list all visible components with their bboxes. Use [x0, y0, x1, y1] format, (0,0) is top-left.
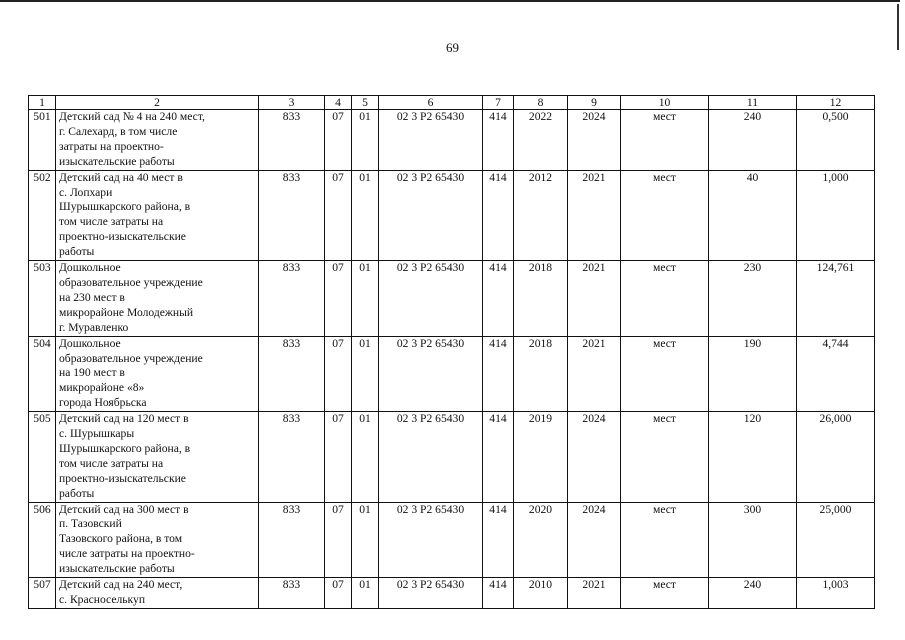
cell-col-5: 01: [352, 336, 379, 412]
object-name-line: работы: [59, 245, 95, 259]
column-header: 10: [621, 96, 709, 110]
object-name-line: Тазовского района, в том: [59, 532, 183, 546]
cell-col-5: 01: [352, 110, 379, 171]
table-row: [29, 110, 875, 171]
object-name-line: Дошкольное: [59, 336, 121, 350]
table-row: [29, 336, 875, 412]
cell-col-7: 414: [483, 578, 514, 609]
cell-col-3: 833: [259, 412, 325, 502]
cell-col-9: 2024: [568, 110, 621, 171]
cell-col-3: 833: [259, 578, 325, 609]
row-number: 507: [29, 578, 56, 609]
cell-col-10: мест: [621, 412, 709, 502]
cell-col-11: 240: [709, 110, 797, 171]
cell-col-8: 2012: [514, 170, 568, 260]
cell-col-6: 02 3 Р2 65430: [379, 502, 483, 578]
table-row: [29, 502, 875, 578]
cell-col-8: 2019: [514, 412, 568, 502]
column-header: 11: [709, 96, 797, 110]
cell-col-4: 07: [325, 336, 352, 412]
column-header: 6: [379, 96, 483, 110]
object-name: [56, 502, 259, 578]
cell-col-7: 414: [483, 170, 514, 260]
cell-col-4: 07: [325, 261, 352, 337]
cell-col-5: 01: [352, 502, 379, 578]
cell-col-12: 26,000: [797, 412, 875, 502]
cell-col-6: 02 3 Р2 65430: [379, 412, 483, 502]
cell-col-8: 2020: [514, 502, 568, 578]
object-name: [56, 336, 259, 412]
object-name-line: микрорайоне «8»: [59, 381, 145, 395]
table-row: [29, 412, 875, 502]
object-name-line: города Ноябрьска: [59, 396, 147, 410]
cell-col-12: 1,000: [797, 170, 875, 260]
object-name-line: Детский сад на 240 мест,: [59, 578, 183, 592]
object-name-line: с. Красноселькуп: [59, 593, 146, 606]
cell-col-3: 833: [259, 261, 325, 337]
cell-col-7: 414: [483, 336, 514, 412]
cell-col-10: мест: [621, 170, 709, 260]
column-header: 4: [325, 96, 352, 110]
cell-col-3: 833: [259, 110, 325, 171]
cell-col-6: 02 3 Р2 65430: [379, 336, 483, 412]
object-name-line: с. Шурышкары: [59, 427, 135, 441]
cell-col-12: 4,744: [797, 336, 875, 412]
table-row: [29, 170, 875, 260]
cell-col-4: 07: [325, 110, 352, 171]
column-header: 1: [29, 96, 56, 110]
cell-col-8: 2018: [514, 336, 568, 412]
cell-col-12: 0,500: [797, 110, 875, 171]
cell-col-11: 120: [709, 412, 797, 502]
column-header: 3: [259, 96, 325, 110]
object-name: [56, 110, 259, 171]
cell-col-7: 414: [483, 502, 514, 578]
cell-col-10: мест: [621, 261, 709, 337]
row-number: 505: [29, 412, 56, 502]
object-name-line: Детский сад на 300 мест в: [59, 502, 189, 516]
object-name-line: Дошкольное: [59, 261, 121, 275]
cell-col-7: 414: [483, 110, 514, 171]
object-name-line: том числе затраты на: [59, 456, 164, 470]
cell-col-5: 01: [352, 170, 379, 260]
object-name-line: на 230 мест в: [59, 290, 125, 304]
object-name: [56, 578, 259, 609]
object-name-line: микрорайоне Молодежный: [59, 305, 194, 319]
row-number: 502: [29, 170, 56, 260]
row-number: 503: [29, 261, 56, 337]
cell-col-10: мест: [621, 578, 709, 609]
table-row: [29, 578, 875, 609]
cell-col-12: 124,761: [797, 261, 875, 337]
object-name: [56, 261, 259, 337]
cell-col-9: 2021: [568, 336, 621, 412]
object-name-line: п. Тазовский: [59, 517, 122, 531]
cell-col-9: 2021: [568, 261, 621, 337]
object-name-line: Шурышкарского района, в: [59, 200, 191, 214]
object-name-line: том числе затраты на: [59, 215, 164, 229]
row-number: 501: [29, 110, 56, 171]
cell-col-4: 07: [325, 578, 352, 609]
cell-col-8: 2022: [514, 110, 568, 171]
object-name-line: г. Муравленко: [59, 320, 129, 334]
cell-col-12: 25,000: [797, 502, 875, 578]
budget-table: [28, 95, 875, 609]
column-header: 2: [56, 96, 259, 110]
cell-col-5: 01: [352, 412, 379, 502]
column-header: 5: [352, 96, 379, 110]
cell-col-11: 300: [709, 502, 797, 578]
cell-col-7: 414: [483, 412, 514, 502]
cell-col-11: 240: [709, 578, 797, 609]
object-name-line: образовательное учреждение: [59, 351, 203, 365]
cell-col-12: 1,003: [797, 578, 875, 609]
object-name-line: образовательное учреждение: [59, 275, 203, 289]
cell-col-9: 2021: [568, 170, 621, 260]
cell-col-3: 833: [259, 336, 325, 412]
object-name-line: затраты на проектно-: [59, 139, 164, 153]
object-name-line: с. Лопхари: [59, 185, 113, 199]
page-number: 69: [446, 40, 459, 55]
table-row: [29, 261, 875, 337]
object-name-line: изыскательские работы: [59, 154, 175, 168]
cell-col-4: 07: [325, 502, 352, 578]
cell-col-10: мест: [621, 502, 709, 578]
object-name: [56, 170, 259, 260]
cell-col-10: мест: [621, 110, 709, 171]
cell-col-5: 01: [352, 578, 379, 609]
cell-col-5: 01: [352, 261, 379, 337]
object-name-line: проектно-изыскательские: [59, 230, 186, 244]
column-header: 9: [568, 96, 621, 110]
row-number: 504: [29, 336, 56, 412]
cell-col-9: 2024: [568, 412, 621, 502]
object-name-line: изыскательские работы: [59, 562, 175, 576]
cell-col-8: 2018: [514, 261, 568, 337]
object-name-line: проектно-изыскательские: [59, 471, 186, 485]
cell-col-11: 230: [709, 261, 797, 337]
cell-col-9: 2024: [568, 502, 621, 578]
object-name-line: Детский сад на 120 мест в: [59, 412, 189, 426]
column-header: 12: [797, 96, 875, 110]
row-number: 506: [29, 502, 56, 578]
cell-col-6: 02 3 Р2 65430: [379, 578, 483, 609]
object-name-line: Детский сад № 4 на 240 мест,: [59, 110, 205, 123]
object-name-line: на 190 мест в: [59, 366, 125, 380]
object-name-line: г. Салехард, в том числе: [59, 124, 178, 138]
cell-col-4: 07: [325, 170, 352, 260]
cell-col-3: 833: [259, 170, 325, 260]
cell-col-8: 2010: [514, 578, 568, 609]
object-name-line: Шурышкарского района, в: [59, 441, 191, 455]
cell-col-6: 02 3 Р2 65430: [379, 261, 483, 337]
object-name: [56, 412, 259, 502]
cell-col-4: 07: [325, 412, 352, 502]
cell-col-6: 02 3 Р2 65430: [379, 170, 483, 260]
column-header: 7: [483, 96, 514, 110]
cell-col-11: 40: [709, 170, 797, 260]
cell-col-3: 833: [259, 502, 325, 578]
cell-col-9: 2021: [568, 578, 621, 609]
top-rule: [0, 0, 900, 2]
header-row: [29, 96, 875, 110]
cell-col-10: мест: [621, 336, 709, 412]
cell-col-7: 414: [483, 261, 514, 337]
cell-col-11: 190: [709, 336, 797, 412]
object-name-line: числе затраты на проектно-: [59, 547, 195, 561]
object-name-line: Детский сад на 40 мест в: [59, 170, 183, 184]
cell-col-6: 02 3 Р2 65430: [379, 110, 483, 171]
table-body: [29, 110, 875, 609]
object-name-line: работы: [59, 486, 95, 500]
column-header: 8: [514, 96, 568, 110]
